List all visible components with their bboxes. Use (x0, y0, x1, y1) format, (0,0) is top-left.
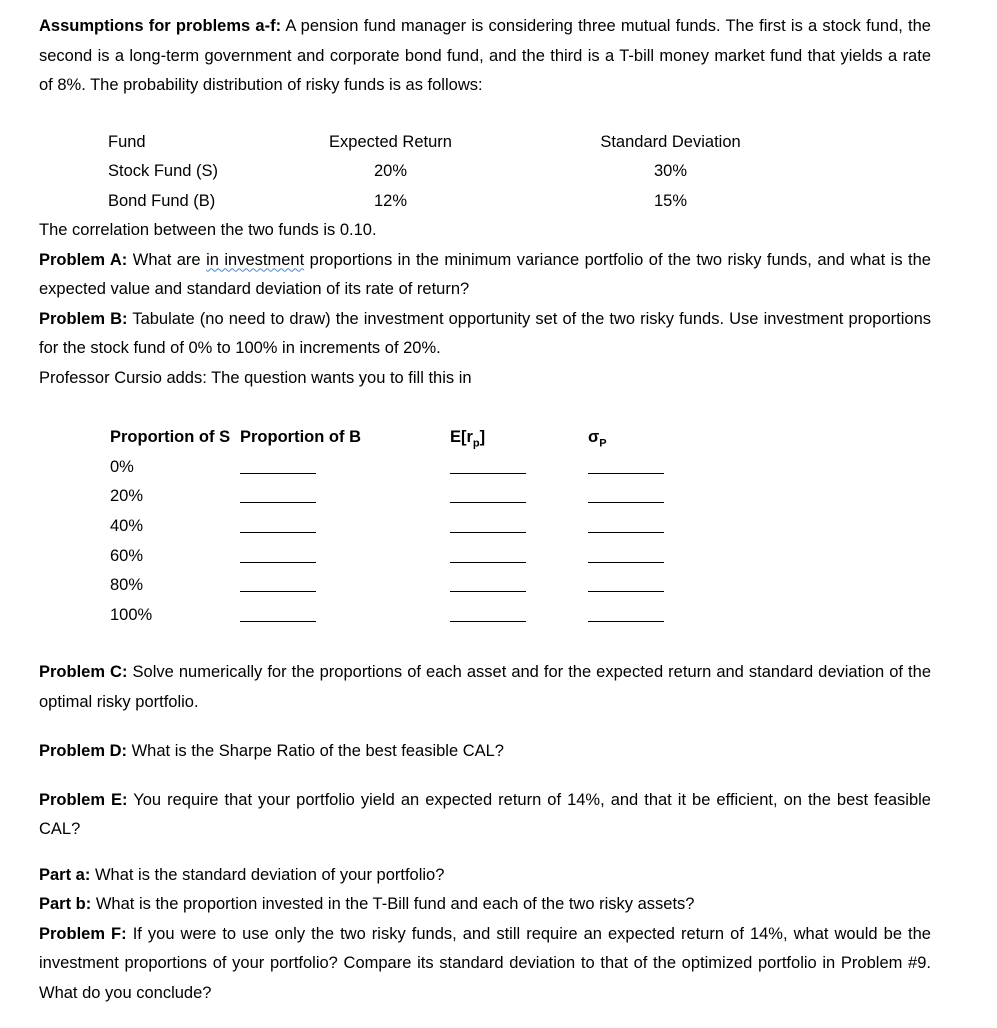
problem-a-text-before: What are (132, 250, 201, 269)
table-row-blank-e (450, 512, 588, 542)
fill-in-blank (588, 577, 664, 592)
problem-a-paragraph (39, 246, 931, 305)
fill-in-blank (240, 548, 316, 563)
assumptions-label: Assumptions for problems a-f: (39, 17, 282, 35)
fill-in-blank (450, 577, 526, 592)
table-row-blank-b (240, 601, 450, 631)
proportion-s-cell: 40% (110, 516, 144, 535)
part-b-text: What is the proportion invested in the T-Bill fund and each of the two risky assets? (95, 895, 695, 914)
problem-b-paragraph (39, 305, 931, 364)
problem-f-paragraph (39, 920, 931, 1009)
table-row-blank-b (240, 482, 450, 512)
problem-c-paragraph (39, 658, 931, 717)
std-dev-cell: 30% (653, 162, 688, 181)
proportion-s-cell: 0% (110, 457, 134, 476)
fill-table-header-proportion-b: Proportion of B (240, 428, 361, 447)
table-row-blank-b (240, 512, 450, 542)
problem-f-text: If you were to use only the two risky funds, and still require an expected return of 14%, what would be the investment proportions of your portfolio? Compare its standard deviation to that of the optimized portfolio in Problem #9. What do you conclude? (39, 924, 931, 1002)
fund-table-spacer (473, 157, 588, 187)
problem-c-label: Problem C: (39, 663, 128, 682)
problem-e-text: You require that your portfolio yield an expected return of 14%, and that it be efficient, on the best feasible CAL? (39, 790, 931, 839)
fill-in-blank (450, 607, 526, 622)
fill-in-table (110, 423, 931, 630)
fill-table-header-proportion-s: Proportion of S (110, 428, 231, 447)
fill-in-blank (450, 488, 526, 503)
expected-return-cell: 20% (373, 162, 408, 181)
problem-d-label: Problem D: (39, 742, 128, 761)
table-row-blank-e (450, 453, 588, 483)
table-row-blank-e (450, 601, 588, 631)
fund-table (108, 128, 931, 217)
fund-table-header-fund: Fund (108, 132, 146, 151)
table-row-blank-sigma (588, 482, 718, 512)
fill-table-header-sigma: $\sigma_P$ (588, 428, 607, 450)
fund-cell: Stock Fund (S) (108, 162, 219, 181)
table-row-blank-e (450, 542, 588, 572)
fund-table-spacer (473, 128, 588, 158)
fill-in-blank (588, 548, 664, 563)
problem-e-paragraph (39, 786, 931, 845)
correlation-note: The correlation between the two funds is 0.10. (39, 221, 377, 240)
fill-in-blank (588, 607, 664, 622)
assumptions-text: A pension fund manager is considering three mutual funds. The first is a stock fund, the second is a long-term government and corporate bond fund, and the third is a T-bill money market fund that yields a rate of 8%. The probability distribution of risky funds is as follows: (39, 17, 931, 95)
part-a-paragraph (39, 861, 931, 891)
assumptions-paragraph (39, 12, 931, 101)
table-row-blank-sigma (588, 542, 718, 572)
problem-a-label: Problem A: (39, 250, 128, 269)
expected-return-cell: 12% (373, 191, 408, 210)
fill-in-blank (588, 459, 664, 474)
fill-in-blank (588, 488, 664, 503)
problem-d-paragraph (39, 737, 931, 767)
fill-in-blank (240, 577, 316, 592)
proportion-s-cell: 20% (110, 487, 144, 506)
problem-f-label: Problem F: (39, 924, 127, 943)
table-row-blank-sigma (588, 571, 718, 601)
proportion-s-cell: 60% (110, 546, 144, 565)
problem-b-text: Tabulate (no need to draw) the investment opportunity set of the two risky funds. Use investment proportions for the stock fund of 0% to 100% in increments of 20%. (39, 309, 931, 358)
fill-in-blank (450, 518, 526, 533)
fill-in-blank (450, 459, 526, 474)
proportion-s-cell: 80% (110, 576, 144, 595)
fill-in-blank (588, 518, 664, 533)
fill-in-blank (240, 488, 316, 503)
part-a-text: What is the standard deviation of your portfolio? (94, 865, 445, 884)
problem-c-text: Solve numerically for the proportions of each asset and for the expected return and standard deviation of the optimal risky portfolio. (39, 663, 931, 711)
fill-in-blank (240, 459, 316, 474)
std-dev-cell: 15% (653, 191, 688, 210)
part-b-label: Part b: (39, 895, 92, 914)
table-row-blank-e (450, 482, 588, 512)
spellcheck-squiggle-text: in investment (206, 250, 305, 269)
fill-in-blank (450, 548, 526, 563)
table-row-blank-b (240, 542, 450, 572)
part-b-paragraph (39, 890, 931, 920)
table-row-blank-sigma (588, 601, 718, 631)
fund-table-header-std-dev: Standard Deviation (600, 132, 741, 151)
table-row-blank-b (240, 453, 450, 483)
table-row-blank-e (450, 571, 588, 601)
professor-note: Professor Cursio adds: The question wants you to fill this in (39, 368, 472, 387)
part-a-label: Part a: (39, 865, 91, 884)
fund-table-spacer (473, 187, 588, 217)
fund-table-header-expected-return: Expected Return (329, 132, 452, 151)
fill-table-header-expected-return: $E[r_p]$ (450, 428, 486, 450)
problem-b-label: Problem B: (39, 309, 128, 328)
table-row-blank-b (240, 571, 450, 601)
table-row-blank-sigma (588, 512, 718, 542)
proportion-s-cell: 100% (110, 605, 153, 624)
fill-in-blank (240, 607, 316, 622)
problem-e-label: Problem E: (39, 790, 128, 809)
problem-a-text-after: proportions in the minimum variance portfolio of the two risky funds, and what is the expected value and standard deviation of its rate of return? (39, 250, 931, 299)
fill-in-blank (240, 518, 316, 533)
fund-cell: Bond Fund (B) (108, 191, 216, 210)
problem-d-text: What is the Sharpe Ratio of the best feasible CAL? (131, 742, 504, 761)
table-row-blank-sigma (588, 453, 718, 483)
